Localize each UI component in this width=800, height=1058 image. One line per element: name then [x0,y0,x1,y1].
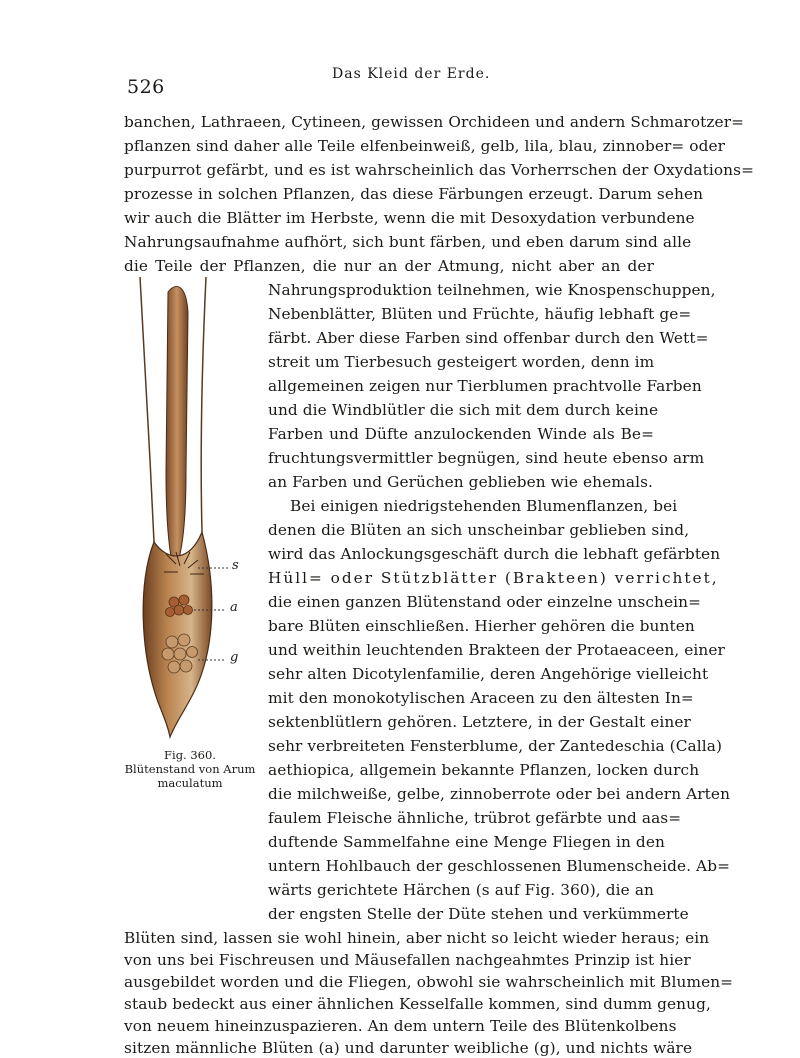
body-line: die milchweiße, gelbe, zinnoberrote oder bei andern Arten [268,785,731,803]
body-line: die einen ganzen Blütenstand oder einzelne unschein= [268,593,701,611]
body-line: faulem Fleische ähnliche, trübrot gefärbte und aas= [268,809,682,827]
body-line: banchen, Lathraeen, Cytineen, gewissen Orchideen und andern Schmarotzer= [124,113,745,131]
body-line: sehr alten Dicotylenfamilie, deren Angehörige vielleicht [268,665,709,683]
page-number: 526 [127,76,165,98]
figure-caption-species: maculatum [157,776,223,790]
arum-illustration [118,272,263,742]
body-line: sehr verbreiteten Fensterblume, der Zantedeschia (Calla) [268,737,723,755]
body-line: mit den monokotylischen Araceen zu den ältesten In= [268,689,694,707]
body-line: ausgebildet worden und die Fliegen, obwohl sie wahrscheinlich mit Blumen= [124,973,734,991]
body-line: Bei einigen niedrigstehenden Blumenflanzen, bei [290,497,678,515]
figure-label-s: s [232,558,239,573]
body-line: pflanzen sind daher alle Teile elfenbeinweiß, gelb, lila, blau, zinnober= oder [124,137,726,155]
body-line: und die Windblütler die sich mit dem durch keine [268,401,659,419]
body-line: wärts gerichtete Härchen (s auf Fig. 360), die an [268,881,654,899]
body-line: allgemeinen zeigen nur Tierblumen prachtvolle Farben [268,377,702,395]
body-line: von neuem hineinzuspazieren. An dem untern Teile des Blütenkolbens [124,1017,677,1035]
body-line: Hüll= oder Stützblätter (Brakteen) verrichtet, [268,569,719,587]
body-line: aethiopica, allgemein bekannte Pflanzen, locken durch [268,761,700,779]
body-line: Nahrungsaufnahme aufhört, sich bunt färben, und eben darum sind alle [124,233,692,251]
body-line: Blüten sind, lassen sie wohl hinein, aber nicht so leicht wieder heraus; ein [124,929,710,947]
body-line: sektenblütlern gehören. Letztere, in der Gestalt einer [268,713,691,731]
body-line: denen die Blüten an sich unscheinbar geblieben sind, [268,521,690,539]
body-line: von uns bei Fischreusen und Mäusefallen nachgeahmtes Prinzip ist hier [124,951,691,969]
body-line: prozesse in solchen Pflanzen, das diese Färbungen erzeugt. Darum sehen [124,185,704,203]
body-line: wird das Anlockungsgeschäft durch die lebhaft gefärbten [268,545,721,563]
body-line: färbt. Aber diese Farben sind offenbar durch den Wett= [268,329,709,347]
body-line: bare Blüten einschließen. Hierher gehören die bunten [268,617,695,635]
body-line: fruchtungsvermittler begnügen, sind heute ebenso arm [268,449,705,467]
body-line: streit um Tierbesuch gesteigert worden, denn im [268,353,655,371]
body-line: wir auch die Blätter im Herbste, wenn die mit Desoxydation verbundene [124,209,695,227]
body-line: an Farben und Gerüchen geblieben wie ehemals. [268,473,654,491]
body-line: Nahrungsproduktion teilnehmen, wie Knospenschuppen, [268,281,716,299]
figure-caption-title: Blütenstand von Arum [124,762,256,776]
body-line: Nebenblätter, Blüten und Früchte, häufig lebhaft ge= [268,305,692,323]
figure-label-g: g [230,650,239,665]
body-line: duftende Sammelfahne eine Menge Fliegen in den [268,833,665,851]
body-line: untern Hohlbauch der geschlossenen Blumenscheide. Ab= [268,857,731,875]
body-line: sitzen männliche Blüten (a) und darunter weibliche (g), und nichts wäre [124,1039,693,1057]
arum-drawing [118,272,263,742]
running-head: Das Kleid der Erde. [332,66,491,82]
figure-label-a: a [230,600,238,615]
body-line: staub bedeckt aus einer ähnlichen Kesselfalle kommen, sind dumm genug, [124,995,711,1013]
body-line: die Teile der Pflanzen, die nur an der Atmung, nicht aber an der [124,257,654,275]
body-line: und weithin leuchtenden Brakteen der Protaeaceen, einer [268,641,725,659]
figure-caption-number: Fig. 360. [164,748,216,762]
body-line: purpurrot gefärbt, und es ist wahrscheinlich das Vorherrschen der Oxydations= [124,161,754,179]
body-line: der engsten Stelle der Düte stehen und verkümmerte [268,905,689,923]
body-line: Farben und Düfte anzulockenden Winde als Be= [268,425,654,443]
